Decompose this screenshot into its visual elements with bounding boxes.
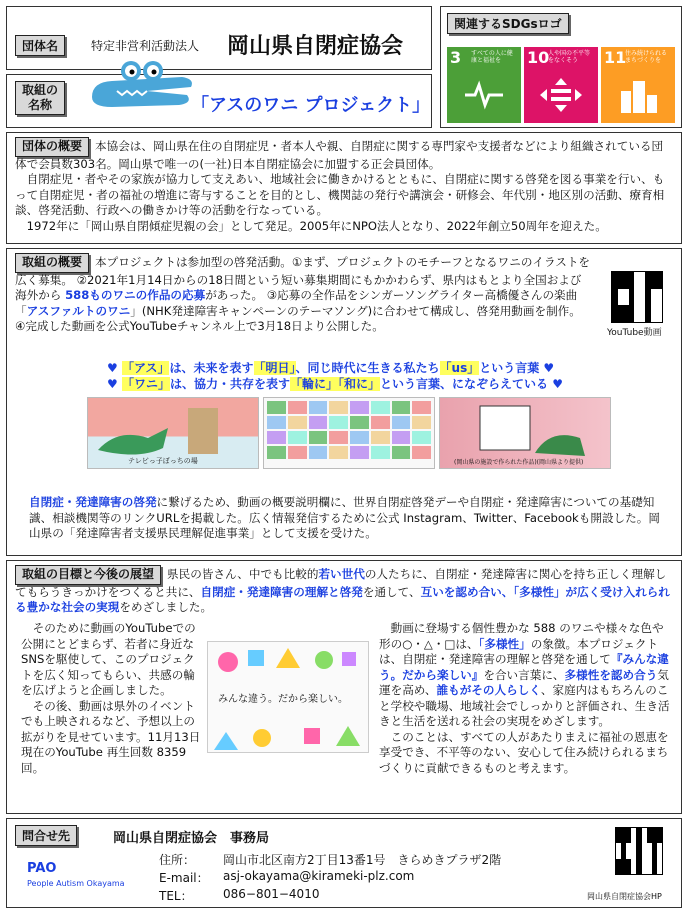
mosaic-tile bbox=[412, 431, 431, 444]
pao-logo: PAO bbox=[27, 861, 57, 876]
goals-r-slogan: 『みんな違う。だから楽しい』 bbox=[379, 652, 669, 682]
mosaic-tile bbox=[329, 446, 348, 459]
overview-line-3: 1972年に「岡山県自閉傾症児親の会」として発足。2005年にNPO法人となり、2022年創立50周年を迎えた。 bbox=[15, 218, 607, 233]
meaning-text: は、協力・共存を表す bbox=[169, 377, 290, 391]
contact-box bbox=[6, 818, 682, 908]
sdg-goal-number: 11 bbox=[604, 48, 627, 67]
mosaic-tile bbox=[309, 416, 328, 429]
overview-line-2: 自閉症児・者やその家族が協力して支えあい、地域社会に働きかけるとともに、自閉症に関する啓発を図る事業を行い、もって自閉症児・者の福祉の増進に寄与することを目的とし、機関誌の発行や講演会・研修会、年代別・地区別の活動、療育相談、啓発活動、行政への働きかけ等の活動を行なっている。 bbox=[15, 172, 665, 217]
mosaic-tile bbox=[350, 401, 369, 414]
activity-label: 取組の概要 bbox=[15, 253, 89, 273]
sdg-goal-3 bbox=[447, 47, 521, 123]
mosaic-tile bbox=[371, 401, 390, 414]
meaning-wani-wa: 「輪に」「和に」 bbox=[289, 377, 380, 391]
activity-awareness: 自閉症・発達障害の啓発 bbox=[29, 495, 157, 509]
overview-label: 団体の概要 bbox=[15, 137, 89, 157]
mosaic-tile bbox=[288, 401, 307, 414]
goals-r-text: の象徴。本プロジェクトは、自閉症・発達障害の理解と啓発を通して bbox=[379, 636, 659, 666]
meaning-text: という言葉 bbox=[479, 361, 540, 375]
goals-box bbox=[6, 560, 682, 814]
sdg-goal-text: すべての人に健康と福祉を bbox=[471, 50, 513, 64]
goals-text: 県民の皆さん、中でも比較的 bbox=[167, 567, 319, 581]
heart-icon: ♥ bbox=[107, 377, 118, 391]
heart-icon: ♥ bbox=[552, 377, 563, 391]
project-label-2: 名称 bbox=[28, 98, 53, 112]
heart-icon: ♥ bbox=[543, 361, 555, 375]
activity-text-a: 本プロジェクトは参加型の啓発活動。①まず、プロジェクトのモチーフとなるワニのイラストを広く募集。 ②2021年1月14日からの18日間という短い募集期間にもかかわらず、県内はもとより全国および海外から bbox=[15, 255, 591, 302]
mosaic-tile bbox=[350, 446, 369, 459]
sdg-goal-11 bbox=[601, 47, 675, 123]
project-label bbox=[15, 81, 65, 115]
goals-text: を通して、 bbox=[362, 584, 421, 599]
project-name-box bbox=[6, 74, 432, 128]
pao-subtitle: People Autism Okayama bbox=[27, 879, 125, 888]
tel-label: TEL： bbox=[159, 889, 193, 903]
org-name-box bbox=[6, 6, 432, 70]
mosaic-tile bbox=[329, 431, 348, 444]
mosaic-tile bbox=[309, 446, 328, 459]
mosaic-tile bbox=[350, 431, 369, 444]
org-title: 岡山県自閉症協会 bbox=[227, 34, 404, 59]
video-still-3 bbox=[439, 397, 611, 469]
activity-para-1 bbox=[15, 253, 593, 335]
mosaic-tile bbox=[392, 401, 411, 414]
sdg-goal-text: 住み続けられるまちづくりを bbox=[625, 50, 668, 64]
goals-young: 若い世代 bbox=[318, 567, 365, 581]
email-label: E-mail： bbox=[159, 871, 209, 885]
mosaic-tile bbox=[329, 416, 348, 429]
sdgs-box bbox=[440, 6, 682, 128]
goals-right-text bbox=[379, 621, 675, 776]
goals-r-accept: 多様性を認め合う bbox=[564, 667, 658, 682]
goals-r-text: を合い言葉に、 bbox=[483, 667, 565, 682]
activity-box bbox=[6, 248, 682, 556]
activity-para-2 bbox=[29, 495, 669, 542]
tel-value: 086−801−4010 bbox=[223, 887, 320, 901]
activity-highlight-entries: 588ものワニの作品の応募 bbox=[65, 288, 206, 302]
sdgs-label: 関連するSDGsロゴ bbox=[447, 13, 569, 34]
mosaic-tile bbox=[371, 446, 390, 459]
mosaic-tile bbox=[288, 416, 307, 429]
sdg-goal-number: 10 bbox=[527, 48, 550, 67]
goals-r-text: 動画に登場する個性豊かな 588 のワニや様々な色や形の○・△・□は、 bbox=[379, 621, 664, 651]
overview-box bbox=[6, 132, 682, 244]
mosaic-tile bbox=[412, 416, 431, 429]
goals-text: の人たちに、自閉症・発達障害に関心を持ち正しく理解してもらうきっかけをつくると共に、 bbox=[15, 567, 667, 599]
sdg-goal-text: 人や国の不平等をなくそう bbox=[548, 50, 591, 64]
goals-r-diversity: 「多様性」 bbox=[478, 636, 531, 651]
city-buildings-icon bbox=[615, 77, 661, 113]
meaning-line-1 bbox=[107, 359, 554, 376]
goals-r-text: 気運を高め、 bbox=[379, 667, 669, 697]
meaning-text: は、未来を表す bbox=[169, 361, 254, 375]
equality-arrows-icon bbox=[538, 77, 584, 113]
meaning-wani: 「ワニ」 bbox=[121, 377, 170, 391]
mosaic-tile bbox=[309, 431, 328, 444]
sdg-goal-number: 3 bbox=[450, 48, 462, 67]
mosaic-tile bbox=[267, 431, 286, 444]
goals-diversity: 互いを認め合い、「多様性」が広く受け入れられる豊かな社会の実現 bbox=[15, 584, 670, 614]
contact-office: 岡山県自閉症協会 事務局 bbox=[113, 831, 270, 846]
goals-label: 取組の目標と今後の展望 bbox=[15, 565, 161, 585]
meaning-text: 、同じ時代に生きる私たち bbox=[295, 361, 440, 375]
crocodile-illustration bbox=[87, 57, 197, 117]
mosaic-tile bbox=[371, 431, 390, 444]
meaning-us: 「us」 bbox=[439, 361, 480, 375]
contact-label: 問合せ先 bbox=[15, 825, 77, 846]
youtube-qr-caption: YouTube動画 bbox=[607, 328, 662, 338]
activity-text-e: 」(NHK発達障害キャンペーンのテーマソング)に合わせて構成し、啓発用動画を制作。 ④完成した動画を公式YouTubeチャンネル上で3月18日より公開した。 bbox=[15, 303, 581, 333]
meaning-ashita: 「明日」 bbox=[253, 361, 296, 375]
mosaic-tile bbox=[267, 401, 286, 414]
activity-para-2-text: に繋げるため、動画の概要説明欄に、世界自閉症啓発デーや自閉症・発達障害についての基礎知識、相談機関等のリンクURLを掲載した。広く情報発信するために公式 Instagram、Twitter、Facebookも開設した。岡山県の「発達障害者支援県民理解促進事業」として支援を受けた。 bbox=[29, 495, 660, 540]
mosaic-tile bbox=[392, 431, 411, 444]
mosaic-tile bbox=[267, 446, 286, 459]
goals-r-text: 、家庭内はもちろんのこと学校や職場、地域社会でしっかりと評価され、生き活きと生活を送れる社会の実現をめざします。 bbox=[379, 683, 670, 728]
homepage-qr-caption: 岡山県自閉症協会HP bbox=[587, 892, 662, 901]
goals-text: をめざしました。 bbox=[119, 600, 213, 614]
mosaic-tile bbox=[392, 416, 411, 429]
video-still-3-caption: (岡山県の施設で作られた作品)(岡山県より提供) bbox=[454, 459, 584, 466]
diversity-image bbox=[207, 641, 369, 753]
video-still-2 bbox=[263, 397, 435, 469]
mosaic-tile bbox=[412, 401, 431, 414]
activity-text-c: があった。 ③応募の全作品をシンガーソングライター高橋優さんの楽曲「 bbox=[15, 288, 578, 318]
goals-r-everyone: 誰もがその人らしく bbox=[436, 683, 541, 697]
mosaic-tile bbox=[371, 416, 390, 429]
project-title: 「アスのワニ プロジェクト」 bbox=[191, 95, 431, 116]
address-value: 岡山市北区南方2丁目13番1号 きらめきプラザ2階 bbox=[223, 853, 502, 867]
mosaic-tile bbox=[288, 431, 307, 444]
overview-text bbox=[15, 137, 673, 234]
youtube-qr[interactable] bbox=[611, 271, 661, 321]
meaning-asu: 「アス」 bbox=[121, 361, 170, 375]
overview-line-1: 本協会は、岡山県在住の自閉症児・者本人や親、自閉症に関する専門家や支援者などにより組織されている団体で会員数303名。岡山県で唯一の(一社)日本自閉症協会に加盟する正会員団体。 bbox=[15, 139, 664, 171]
org-type: 特定非営利活動法人 bbox=[91, 39, 200, 53]
address-label: 住所： bbox=[159, 853, 196, 867]
goals-intro bbox=[15, 565, 673, 616]
org-label: 団体名 bbox=[15, 35, 65, 56]
heart-icon: ♥ bbox=[107, 361, 118, 375]
video-still-1-caption: テレビっ子ぼっちの場 bbox=[128, 457, 198, 465]
heartbeat-icon bbox=[461, 77, 507, 113]
mosaic-tile bbox=[309, 401, 328, 414]
video-still-1 bbox=[87, 397, 259, 469]
homepage-qr[interactable] bbox=[615, 827, 661, 873]
activity-song-title: アスファルトのワニ bbox=[26, 303, 131, 318]
mosaic-tile bbox=[267, 416, 286, 429]
meaning-text: という言葉、になぞらえている bbox=[380, 377, 549, 391]
mosaic-tile bbox=[350, 416, 369, 429]
email-link[interactable]: asj-okayama@kirameki-plz.com bbox=[223, 869, 415, 883]
mosaic-tile bbox=[329, 401, 348, 414]
project-label-1: 取組の bbox=[22, 83, 59, 97]
diversity-slogan: みんな違う。だから楽しい。 bbox=[218, 694, 348, 705]
sdg-goal-10 bbox=[524, 47, 598, 123]
goals-r-text: このことは、すべての人があたりまえに福祉の恩恵を享受でき、不平等のない、安心して住み続けられるまちづくりに貢献できるものと考えます。 bbox=[379, 729, 669, 775]
goals-left-text: そのために動画のYouTubeでの公開にとどまらず、若者に身近なSNSを駆使して、このプロジェクトを広く知ってもらい、共感の輪を広げようと企画しました。 その後、動画は県外のイベントでも上映されるなど、予想以上の拡がりを見せています。11月13日現在のYouTube 再生回数 8359回。 bbox=[21, 621, 201, 775]
mosaic-tile bbox=[392, 446, 411, 459]
goals-understanding: 自閉症・発達障害の理解と啓発 bbox=[200, 584, 363, 599]
meaning-line-2 bbox=[107, 375, 563, 392]
mosaic-tile bbox=[288, 446, 307, 459]
mosaic-tile bbox=[412, 446, 431, 459]
